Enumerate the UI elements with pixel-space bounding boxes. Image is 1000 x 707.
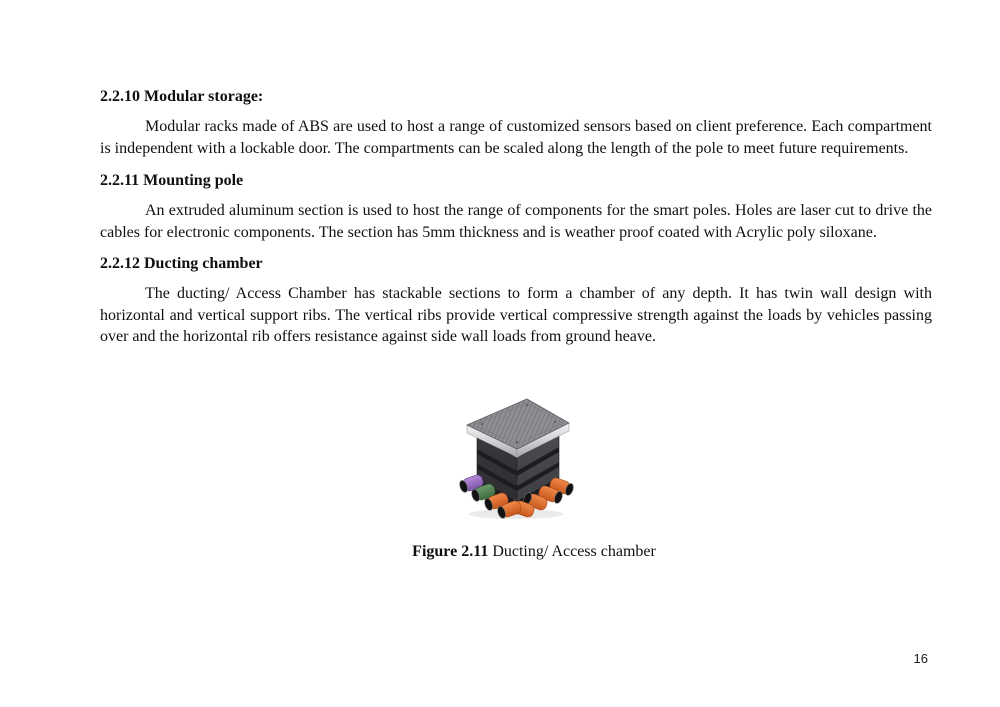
section-heading-ducting-chamber: 2.2.12 Ducting chamber xyxy=(100,255,263,272)
page-content xyxy=(100,86,932,562)
figure-caption-text: Ducting/ Access chamber xyxy=(492,542,656,560)
page-number: 16 xyxy=(913,651,928,666)
figure-caption xyxy=(100,541,932,562)
section-body-modular-storage: Modular racks made of ABS are used to host a range of customized sensors based on client preference. Each compartment is independent with a lockable door. The compartments can be scaled along the length of the pole to meet future requirements. xyxy=(100,118,932,157)
section-heading-mounting-pole: 2.2.11 Mounting pole xyxy=(100,172,244,189)
figure-label: Figure 2.11 xyxy=(412,542,489,560)
section-body-mounting-pole: An extruded aluminum section is used to host the range of components for the smart poles. Holes are laser cut to drive the cables for electronic components. The section has 5mm thickness and is weather proof coated with Acrylic poly siloxane. xyxy=(100,202,932,241)
ducting-chamber-image xyxy=(456,396,576,520)
section-body-ducting-chamber: The ducting/ Access Chamber has stackable sections to form a chamber of any depth. It has twin wall design with horizontal and vertical support ribs. The vertical ribs provide vertical compressive strength against the loads by vehicles passing over and the horizontal rib offers resistance against side wall loads from ground heave. xyxy=(100,285,932,345)
figure-2-11 xyxy=(100,396,932,525)
section-heading-modular-storage: 2.2.10 Modular storage: xyxy=(100,88,264,105)
